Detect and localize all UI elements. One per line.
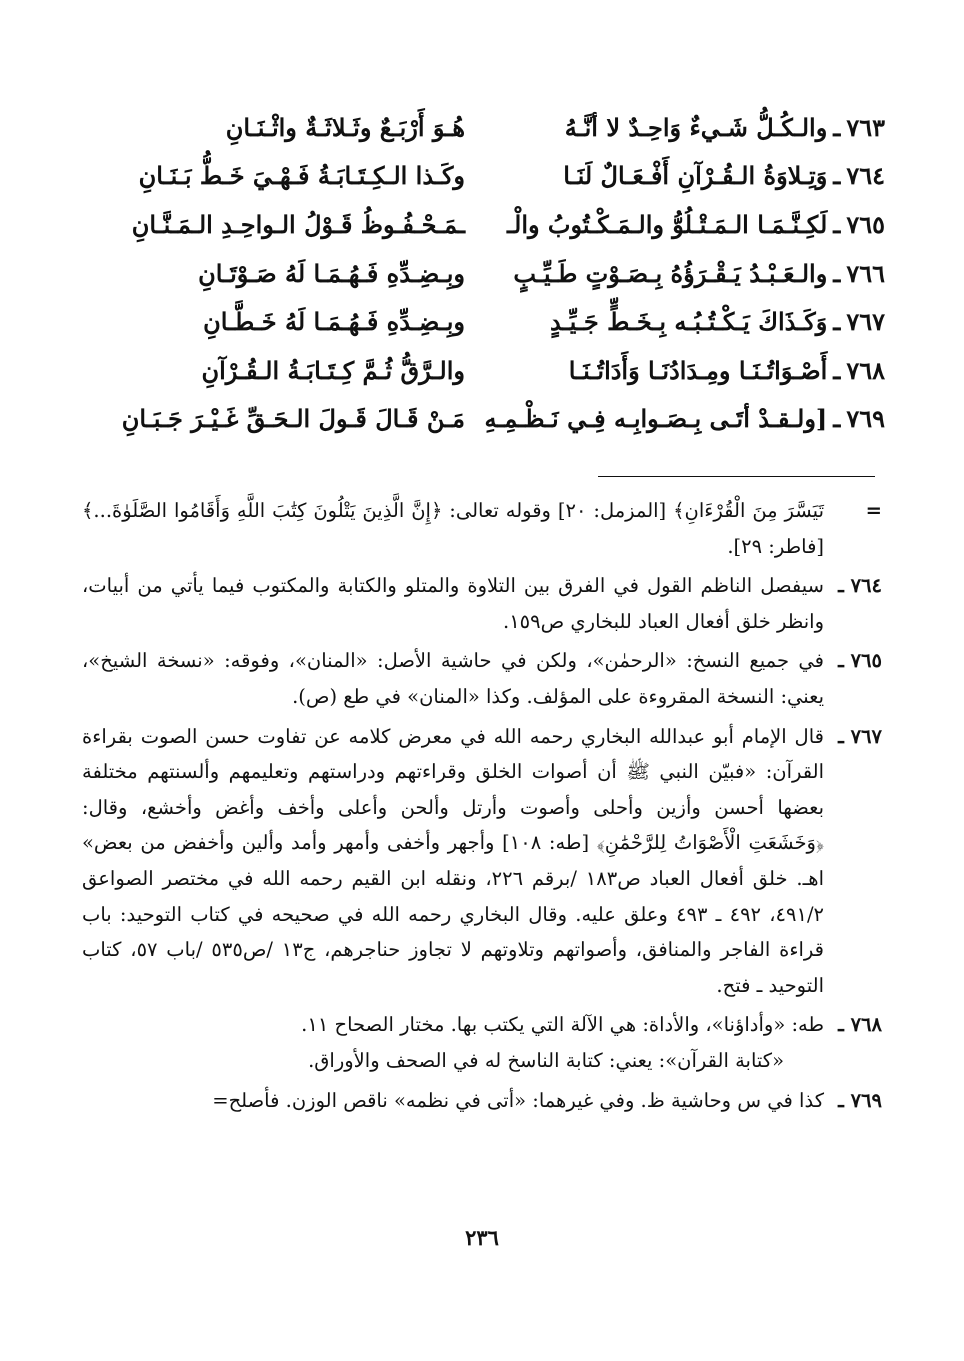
verse-second-hemistich: مَـنْ قَـالَ قَـولَ الـحَـقِّ غَـيْـرَ جَـبَـانِ [121,404,465,434]
poem-verses [70,103,885,443]
footnote [82,643,882,714]
footnote [82,1083,882,1119]
footnote [82,568,882,639]
verse-number: ٧٦٥ [846,209,885,239]
verse-first-hemistich: ٧٦٥ ـ لَكِـنَّـمَـا الـمَـتْـلُوُّ والـمَـكْـتُوبُ والْـ [506,209,885,239]
verse-number: ٧٦٦ [846,258,885,288]
verse-first-hemistich: ٧٦٣ ـ والـكُـلُّ شَـيءٌ وَاحِـدٌ لا أنَّـهُ [564,112,885,142]
verse-second-hemistich: والـرَّقُّ ثُـمَّ كِـتَـابَـةُ الـقُـرْآنِ [201,355,465,385]
verse-line [70,346,885,395]
verse-number: ٧٦٨ [846,355,885,385]
verse-first-text: لَكِـنَّـمَـا الـمَـتْـلُوُّ والـمَـكْـتُوبُ والْـ [506,209,828,239]
footnote-text: كذا في س وحاشية ظ. وفي غيرهما: «أتى في نظمه» ناقص الوزن. فأصلح= [212,1088,824,1112]
verse-first-text: والـكُـلُّ شَـيءٌ وَاحِـدٌ لا أنَّـهُ [564,112,828,142]
verse-number: ٧٦٤ [846,161,885,191]
verse-second-hemistich: وبِـضِـدِّهِ فَـهُـمَـا لَهُ خَـطَّـانِ [203,307,465,337]
footnote-marker: ٧٦٨ ـ [838,1013,882,1037]
verse-line [70,152,885,201]
verse-first-hemistich: ٧٦٨ ـ أَصْـوَاتُـنَـا ومِـدَادُنَـا وَأَدَاتُـنَـا [568,355,885,385]
footnote-text: تَيَسَّرَ مِنَ الْقُرْءَانِ﴾ [المزمل: ٢٠] وقوله تعالى: ﴿إِنَّ الَّذِينَ يَتْلُونَ كِتَٰبَ اللَّهِ وَأَقَامُوا الصَّلَوٰةَ...﴾ [فاطر: ٢٩]. [82,499,824,558]
verse-line [70,200,885,249]
footnote-marker: = [865,499,882,522]
footnote [82,1007,882,1078]
verse-first-text: [ولـقـدْ أتَـى بِـصَـوابِـه فِـي نَـظْـمِـهِ [484,404,828,434]
verse-line [70,103,885,152]
verse-number: ٧٦٩ [846,404,885,434]
footnote-text: قال الإمام أبو عبدالله البخاري رحمه الله في معرض كلامه عن تفاوت حسن الصوت بقراءة القرآن: «فبيّن النبي ﷺ أن أصوات الخلق وقراءتهم ودراستهم وتعليمهم وألسنتهم مختلفة بعضها أحسن وأزين وأحلى وأصوت وأرتل وألحن وأعلى وأخف وأغض وأخشع، وقال: ﴿وَخَشَعَتِ الْأَصْوَاتُ لِلرَّحْمَٰنِ﴾ [طه: ١٠٨] وأجهر وأخفى وأمهر وأمد وألين وأخفض من بعض» اهـ. خلق أفعال العباد ص١٨٣ /برقم ٢٢٦، ونقله ابن القيم رحمه الله في مختصر الصواعق ٤٩١/٢، ٤٩٢ ـ ٤٩٣ وعلق عليه. وقال البخاري رحمه الله في صحيحه في كتاب التوحيد: باب قراءة الفاجر والمنافق، وأصواتهم وتلاوتهم لا تجاوز حناجرهم، ج١٣ /ص٥٣٥ /باب ٥٧، كتاب التوحيد ـ فتح. [82,724,824,997]
footnote [82,493,882,564]
footnote-text: سيفصل الناظم القول في الفرق بين التلاوة والمتلو والكتابة والمكتوب فيما يأتي من أبيات، وانظر خلق أفعال العباد للبخاري ص١٥٩. [82,574,824,633]
verse-second-hemistich: هُـوَ أَرْبَـعٌ وثَـلاثَـةٌ واثْـنَـانِ [225,112,465,142]
verse-number: ٧٦٣ [846,112,885,142]
verse-first-hemistich: ٧٦٩ ـ [ولـقـدْ أتَـى بِـصَـوابِـه فِـي نَـظْـمِـهِ [484,404,885,434]
footnote-text: في جميع النسخ: «الرحمٰن»، ولكن في حاشية الأصل: «المنان»، وفوقه: «نسخة الشيخ»، يعني: النسخة المقروءة على المؤلف. وكذا «المنان» في طع (ص). [82,649,824,708]
footnote-text: طه: «وأداؤنا»، والأداة: هي الآلة التي يكتب بها. مختار الصحاح ١١. [301,1013,824,1037]
page-number: ٢٣٦ [465,1225,499,1250]
verse-second-hemistich: ـمَـحْـفُـوظُ قَـوْلُ الـواحِـدِ الـمَـنَّـانِ [131,209,465,239]
verse-line [70,395,885,444]
verse-first-hemistich: ٧٦٤ ـ وَتِـلاوَةُ الـقُـرْآنِ أَفْـعَـالٌ لَنَـا [563,161,885,191]
verse-first-text: أَصْـوَاتُـنَـا ومِـدَادُنَـا وَأَدَاتُـنَـا [568,355,828,385]
footnote-marker: ٧٦٤ ـ [838,574,882,598]
footnote-marker: ٧٦٧ ـ [838,724,882,748]
verse-line [70,249,885,298]
footnotes [82,493,882,1122]
verse-first-text: والـعَـبْـدُ يَـقْـرَؤُهُ بِـصَـوْتٍ طَـيِّـبٍ [513,258,828,288]
footnote-marker: ٧٦٥ ـ [838,649,882,673]
verse-second-hemistich: وكَـذا الـكِـتَـابَـةُ فَـهْـيَ خَـطُّ بَـنَـانِ [138,161,465,191]
footnote-marker: ٧٦٩ ـ [838,1088,882,1112]
footnote [82,719,882,1004]
verse-first-text: وَكَـذَاكَ يَـكْـتُـبُـه بِـخَـطٍّ جَـيِّـدٍ [549,307,828,337]
verse-first-text: وَتِـلاوَةُ الـقُـرْآنِ أَفْـعَـالٌ لَنَـا [563,161,828,191]
verse-second-hemistich: وبِـضِـدِّهِ فَـهُـمَـا لَهُ صَـوْتَـانِ [198,258,465,288]
verse-first-hemistich: ٧٦٦ ـ والـعَـبْـدُ يَـقْـرَؤُهُ بِـصَـوْتٍ طَـيِّـبٍ [513,258,885,288]
verse-line [70,297,885,346]
footnote-separator [598,476,875,477]
verse-first-hemistich: ٧٦٧ ـ وَكَـذَاكَ يَـكْـتُـبُـه بِـخَـطٍّ جَـيِّـدٍ [549,307,885,337]
footnote-text: «كتابة القرآن»: يعني: كتابة الناسخ له في الصحف والأوراق. [308,1048,784,1072]
verse-number: ٧٦٧ [846,307,885,337]
